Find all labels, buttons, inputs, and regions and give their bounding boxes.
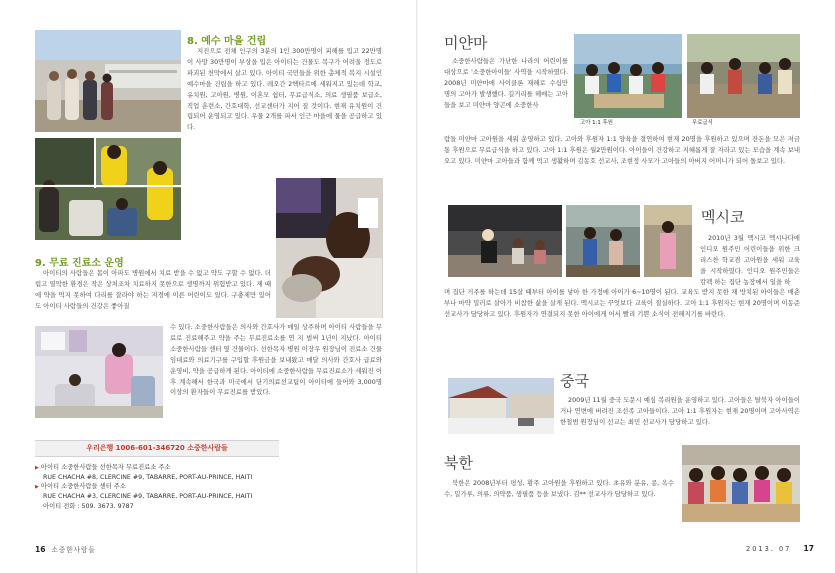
- folio-right: [746, 544, 814, 553]
- section9-body-narrow: 수 있다. 소중한사람들은 의사와 간호사가 매일 상주하며 아이티 사람들을 무료로 진료해주고 약을 주는 무료진료소를 연 지 벌써 1년이 지났다. 아이티 소중한사람들 센터 옆 건물이다. 선한목자 병원 이장우 원장님이 진료소 건물 임대료와 의료기구를 구입할 후원금을 보내왔고 매달 의사와 간호사 급료와 운영비, 약을 공급하게 된다. 아이티에 소중한사람들 무료진료소가 세워진 이후 계속해서 한국과 미국에서 단기의료선교팀이 아이티에 들어와 3,000명 이상의 환자들이 무료진료를 받았다.: [170, 323, 382, 397]
- folio-text-left: 소중한사람들: [51, 546, 96, 554]
- mexico-body-narrow: 2010년 3월 멕시코 멕시나다에 인디오 원주민 어린이들을 위한 크리스찬 학교겸 고아원을 세워 교육을 시작하였다. 인디오 원주민들은 캄펙 하는 집단 농장에서 일을 하: [700, 234, 800, 286]
- china-title: 중국: [560, 372, 589, 390]
- section8-title: 8. 예수 마을 건립: [187, 36, 267, 47]
- china-body: 2009년 11월 중국 도문시 예심 복리원을 운영하고 있다. 고아들은 탈북자 아이들이거나 연변에 버려진 조선족 고아들이다. 고아 1:1 후원자는 현재 20명이며 고아사역은 한철범 원장님이 선교는 최민 선교사가 담당하고 있다.: [560, 396, 800, 426]
- myanmar-title: 미얀마: [444, 34, 488, 52]
- myanmar-body-wide: 람들 미얀마 고아원을 세워 운영하고 있다. 고아와 후원자 1:1 양육을 결연하여 현재 20명을 후원하고 있으며 잔돈을 모은 저금통 후원으로 무료급식을 하고 있다. 고아 1:1 후원은 월2만원이다. 아이들이 건강하고 지혜롭게 잘 자라고 있는 모습을 계속 보내오고 있다. 미얀마 고아들과 함께 먹고 생활하며 김동호 선교사, 조현정 사모가 고아들의 아버지 어머니가 되어 돌보고 있다.: [444, 135, 800, 165]
- right-page: [418, 0, 835, 573]
- address-clinic-line: RUE CHACHA #8, CLERCINE #9, TABARRE, PORT-AU-PRINCE, HAITI: [43, 474, 253, 482]
- address-center-label: 아이티 소중한사람들 센터 주소: [40, 483, 126, 490]
- photo-clinic: [35, 326, 163, 418]
- photo-mexico-1: [448, 205, 562, 277]
- address-center: [35, 482, 252, 511]
- address-clinic: [35, 463, 252, 483]
- page-number-right: 17: [803, 544, 814, 553]
- address-center-line: RUE CHACHA #3, CLERCINE #9, TABARRE, PORT-AU-PRINCE, HAITI: [43, 493, 253, 501]
- caption-free-meal: 무료급식: [692, 120, 713, 126]
- photo-mexico-2: [566, 205, 640, 277]
- address-clinic-label: 아이티 소중한사람들 선한목자 무료진료소 주소: [40, 464, 171, 471]
- photo-northkorea-children: [682, 445, 800, 522]
- mexico-body-wide: 며 집단 거주를 하는데 15살 때부터 아이를 낳아 한 가정에 아이가 6~10명이 된다. 교육도 받지 못한 채 방치된 아이들은 매춘부나 마약 밀러로 살아가 비참한 삶을 살게 된다. 멕시코는 꾸엇보다 교육이 절실하다. 고아 1:1 후원자는 현재 20명이며 이동준 선교사가 담당하고 있다. 후원자가 연결되지 못한 아이에게 어서 빨리 기쁜 소식이 전해지기를 바란다.: [444, 288, 800, 318]
- photo-group-building: [35, 30, 181, 132]
- triangle-bullet-icon: ▶: [35, 484, 39, 490]
- section9-body-wide: 아이티의 사람들은 몸이 아파도 병원에서 치료 받을 수 없고 약도 구할 수 없다. 더럽고 열악한 환경은 작은 상처조차 치료하지 못한으로 생명까지 위험받고 있다. 제 때에 약을 먹지 못하여 다리를 잘라야 하는 지경에 이른 어린이도 있다. 구충제만 있어도 아이티 사람들의 건강은 좋아질: [35, 269, 271, 310]
- photo-myanmar-children: [574, 34, 682, 118]
- haiti-phone: 아이티 전화 : 509. 3673. 9787: [43, 502, 134, 510]
- folio-date: 2013. 07: [746, 545, 792, 553]
- photo-china-building: [448, 378, 554, 434]
- caption-sponsorship: 고아 1:1 후원: [580, 120, 613, 126]
- northkorea-title: 북한: [444, 454, 473, 472]
- left-page: [0, 0, 417, 573]
- folio-left: [35, 544, 96, 554]
- mexico-title: 멕시코: [701, 208, 745, 226]
- myanmar-body-narrow: 소중한사람들은 가난한 나라의 어린이를 대상으로 '소중한아이들' 사역을 시작하였다. 2008년 미얀마에 사이클론 재해로 수십만 명의 고아가 발생했다. 길거리를 헤매는 고아들을 보고 미얀마 양곤에 소중한사: [444, 57, 568, 109]
- page-number-left: 16: [35, 545, 46, 554]
- bank-account-banner: 우리은행 1006-601-346720 소중한사람들: [35, 440, 279, 457]
- photo-mother-baby: [276, 178, 383, 318]
- triangle-bullet-icon: ▶: [35, 465, 39, 471]
- section9-title: 9. 무료 진료소 운영: [35, 258, 124, 269]
- northkorea-body: 북한은 2008년부터 평성, 황주 고아원을 후원하고 있다. 초유와 분유, 콩, 옥수수, 밀가루, 의류, 의약품, 생필품 등을 보냈다. 김** 선교사가 담당하고 있다.: [444, 479, 674, 498]
- photo-volunteers-yellow: [35, 138, 181, 240]
- photo-mexico-3: [644, 205, 692, 277]
- section8-body: 지진으로 전체 인구의 3분의 1인 300만명이 피해를 입고 22만명이 사망 30만명이 부상을 입은 아이티는 건물도 복구가 어려울 정도로 파괴된 천막에서 살고 있다. 아이티 국민들을 위한 총체적 복지 시설인 예수마을 건립을 하고 있다. 레오간 2헥타르에 세워지고 있는데 학교, 유치원, 고아원, 병원, 이혼모 쉼터, 무료급식소, 의료 생필품 보급소, 직업 훈련소, 간호대학, 선교센터가 지어 질 것이다. 현재 유치원이 건립되어 운영되고 있다. 우물 2개를 파서 인근 마을에 물을 공급하고 있다.: [187, 47, 382, 132]
- photo-myanmar-meal: [687, 34, 800, 118]
